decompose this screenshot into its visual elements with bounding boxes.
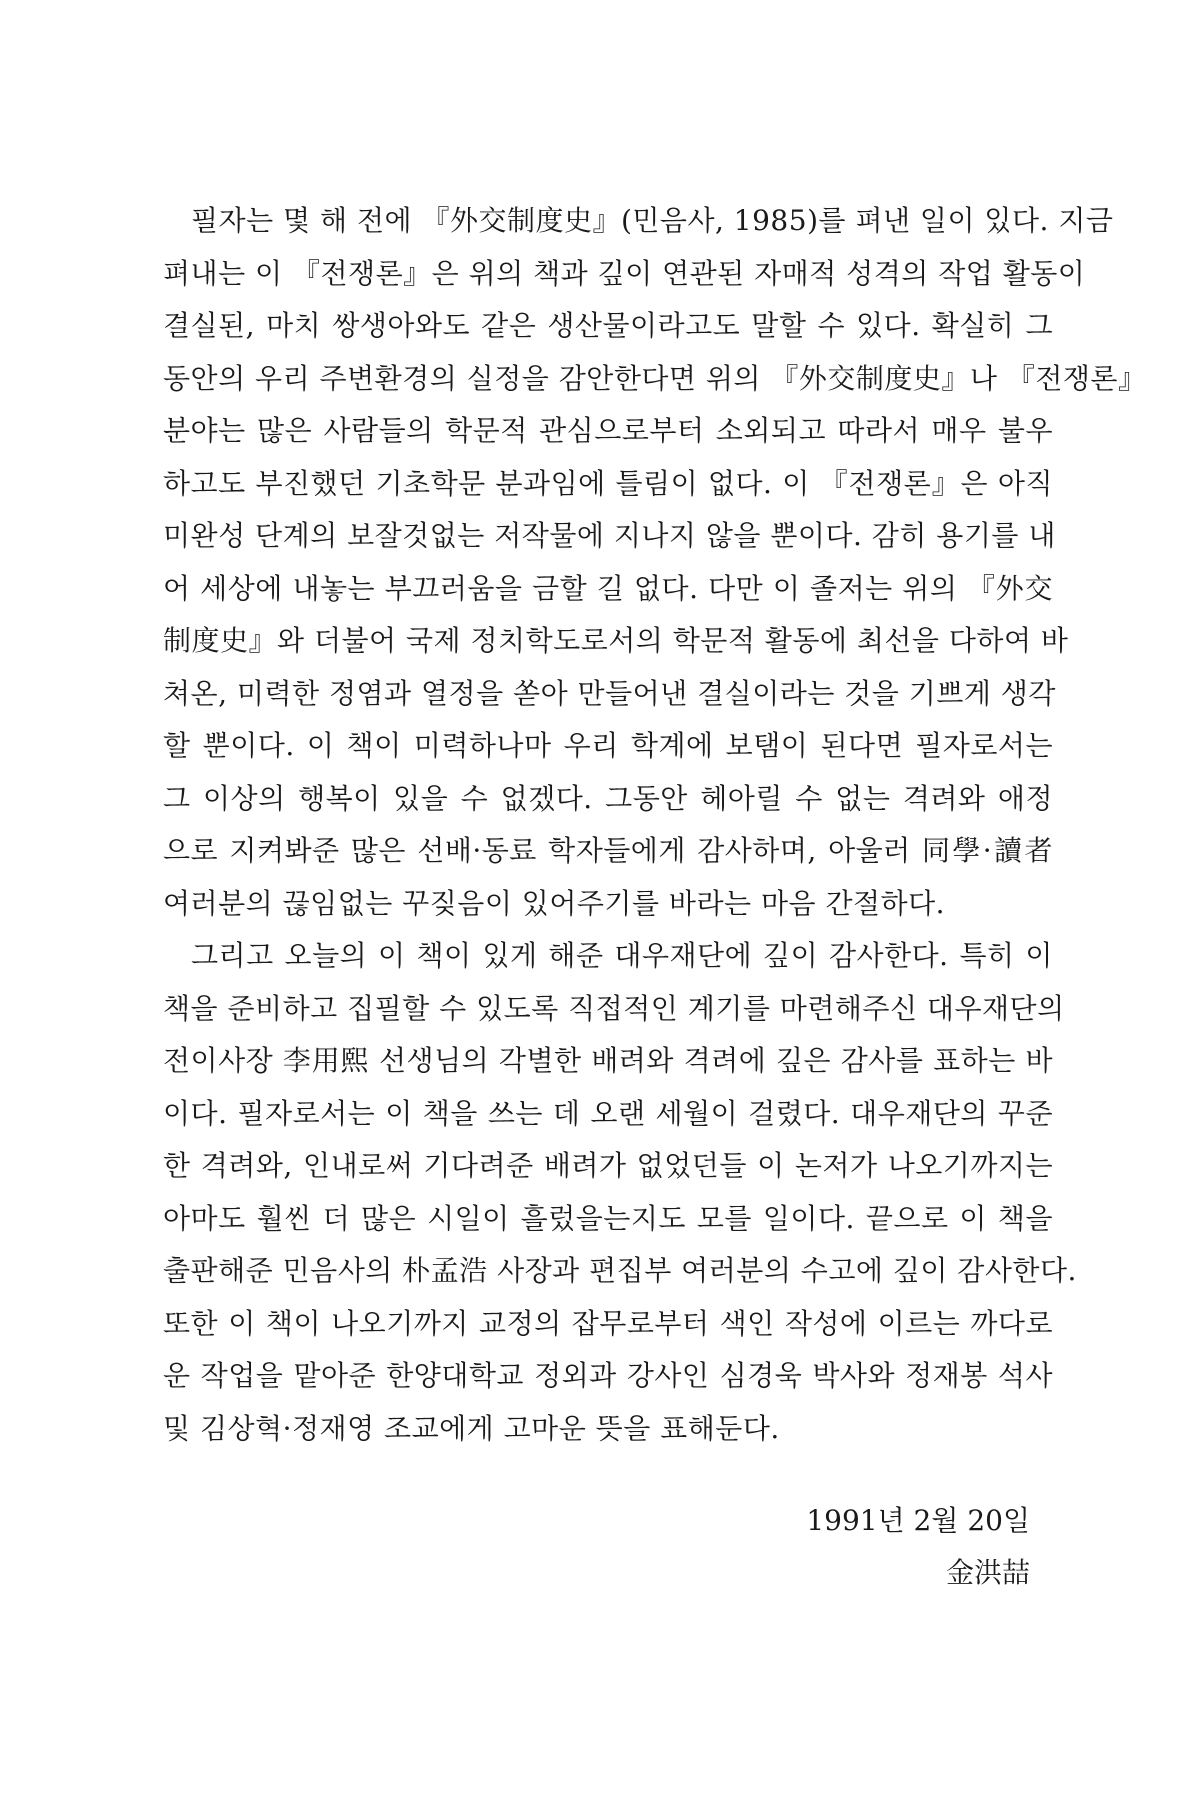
text-line: 아마도 훨씬 더 많은 시일이 흘렀을는지도 모를 일이다. 끝으로 이 책을 bbox=[163, 1201, 1053, 1235]
text-line: 분야는 많은 사람들의 학문적 관심으로부터 소외되고 따라서 매우 불우 bbox=[163, 414, 1053, 447]
text-line: 전이사장 李用熙 선생님의 각별한 배려와 격려에 깊은 감사를 표하는 바 bbox=[163, 1044, 1053, 1077]
text-line: 制度史』와 더불어 국제 정치학도로서의 학문적 활동에 최선을 다하여 바 bbox=[163, 624, 1069, 657]
text-line: 또한 이 책이 나오기까지 교정의 잡무로부터 색인 작성에 이르는 까다로 bbox=[163, 1306, 1053, 1340]
text-line: 책을 준비하고 집필할 수 있도록 직접적인 계기를 마련해주신 대우재단의 bbox=[163, 991, 1065, 1025]
preface-body bbox=[163, 195, 1147, 1455]
text-line: 운 작업을 맡아준 한양대학교 정외과 강사인 심경욱 박사와 정재봉 석사 bbox=[163, 1359, 1053, 1392]
text-line: 할 뿐이다. 이 책이 미력하나마 우리 학계에 보탬이 된다면 필자로서는 bbox=[163, 729, 1053, 762]
text-line: 미완성 단계의 보잘것없는 저작물에 지나지 않을 뿐이다. 감히 용기를 내 bbox=[163, 519, 1056, 552]
text-line: 펴내는 이 『전쟁론』은 위의 책과 깊이 연관된 자매적 성격의 작업 활동이 bbox=[163, 256, 1086, 290]
text-line: 여러분의 끊임없는 꾸짖음이 있어주기를 바라는 마음 간절하다. bbox=[163, 886, 946, 920]
paragraph-2 bbox=[163, 930, 1077, 1455]
text-line: 동안의 우리 주변환경의 실정을 감안한다면 위의 『外交制度史』나 『전쟁론』 bbox=[163, 361, 1147, 395]
paragraph-1 bbox=[163, 195, 1147, 930]
text-line: 으로 지켜봐준 많은 선배·동료 학자들에게 감사하며, 아울러 同學·讀者 bbox=[163, 834, 1053, 867]
text-line: 그 이상의 행복이 있을 수 없겠다. 그동안 헤아릴 수 없는 격려와 애정 bbox=[163, 781, 1053, 815]
text-line: 필자는 몇 해 전에 『外交制度史』(민음사, 1985)를 펴낸 일이 있다. 지금 bbox=[191, 204, 1114, 237]
text-line: 이다. 필자로서는 이 책을 쓰는 데 오랜 세월이 걸렸다. 대우재단의 꾸준 bbox=[163, 1096, 1053, 1130]
preface-date: 1991년 2월 20일 bbox=[806, 1504, 1030, 1537]
author-name: 金洪喆 bbox=[945, 1556, 1030, 1589]
text-line: 및 김상혁·정재영 조교에게 고마운 뜻을 표해둔다. bbox=[163, 1411, 780, 1445]
text-line: 하고도 부진했던 기초학문 분과임에 틀림이 없다. 이 『전쟁론』은 아직 bbox=[163, 466, 1053, 500]
text-line: 출판해준 민음사의 朴孟浩 사장과 편집부 여러분의 수고에 깊이 감사한다. bbox=[163, 1254, 1077, 1287]
text-line: 한 격려와, 인내로써 기다려준 배려가 없었던들 이 논저가 나오기까지는 bbox=[163, 1149, 1053, 1182]
text-line: 결실된, 마치 쌍생아와도 같은 생산물이라고도 말할 수 있다. 확실히 그 bbox=[163, 309, 1053, 342]
text-line: 쳐온, 미력한 정염과 열정을 쏟아 만들어낸 결실이라는 것을 기쁘게 생각 bbox=[163, 676, 1056, 710]
text-line: 어 세상에 내놓는 부끄러움을 금할 길 없다. 다만 이 졸저는 위의 『外交 bbox=[163, 571, 1053, 605]
signature-block bbox=[806, 1495, 1030, 1599]
text-line: 그리고 오늘의 이 책이 있게 해준 대우재단에 깊이 감사한다. 특히 이 bbox=[191, 939, 1053, 972]
